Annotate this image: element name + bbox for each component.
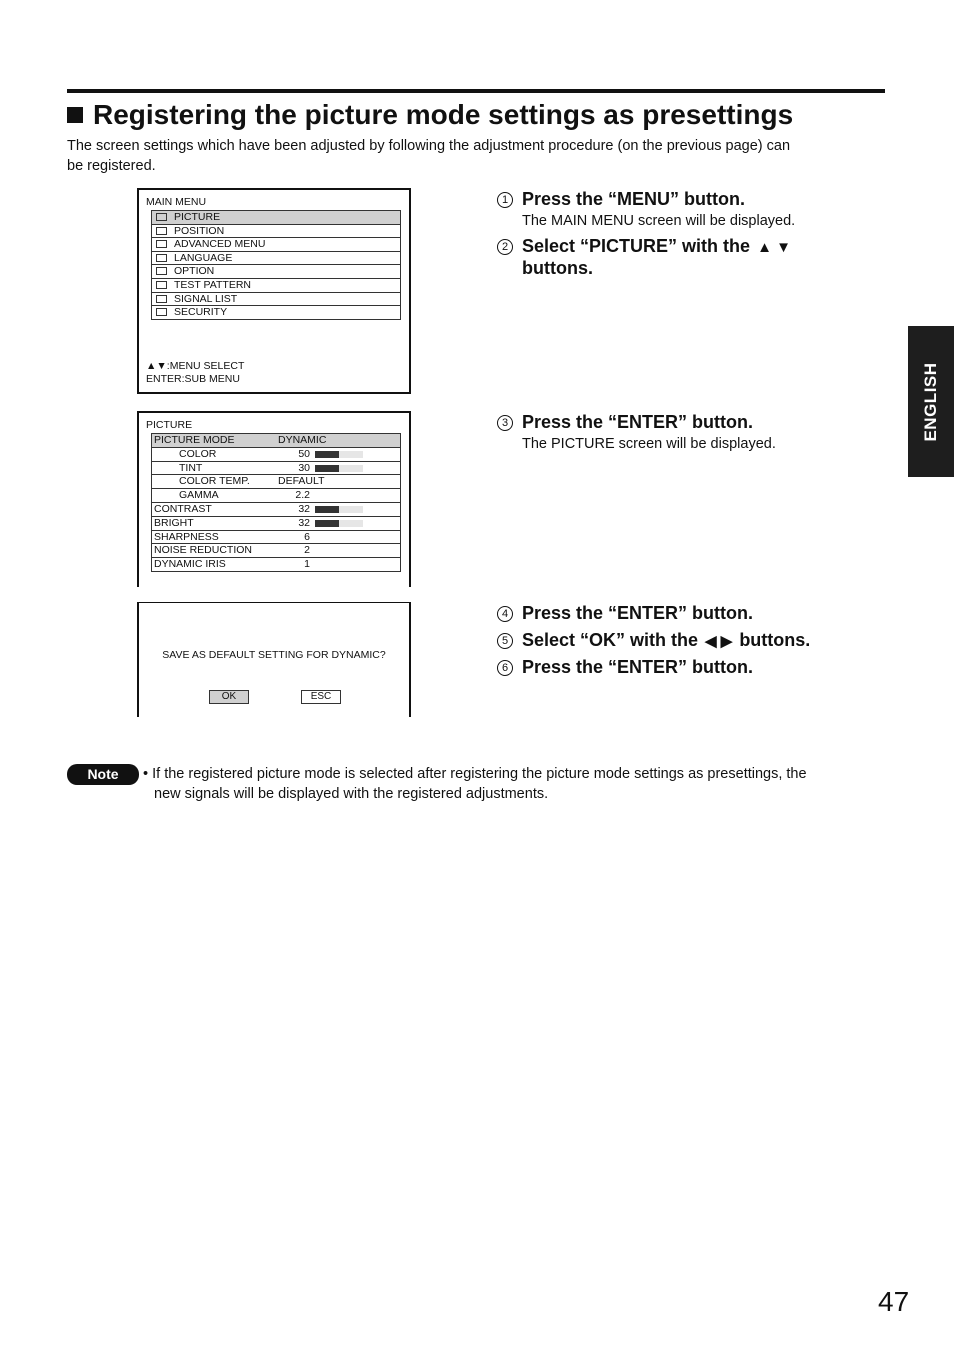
step-2-cont: buttons. bbox=[522, 258, 593, 278]
note-badge: Note bbox=[67, 764, 139, 785]
square-bullet-icon bbox=[67, 107, 83, 123]
step-number: 5 bbox=[497, 633, 513, 649]
setting-row-tint[interactable]: TINT 30 bbox=[152, 462, 400, 476]
signal-list-icon bbox=[156, 295, 167, 303]
dialog-question: SAVE AS DEFAULT SETTING FOR DYNAMIC? bbox=[162, 649, 386, 661]
main-menu-title: MAIN MENU bbox=[146, 196, 207, 208]
step-2: 2 Select “PICTURE” with the ▲ ▼ bbox=[497, 235, 793, 259]
setting-row-noise-reduction[interactable]: NOISE REDUCTION 2 bbox=[152, 544, 400, 558]
step-3: 3 Press the “ENTER” button. bbox=[497, 411, 753, 433]
picture-menu-screen bbox=[137, 411, 411, 587]
menu-item-signal-list[interactable]: SIGNAL LIST bbox=[152, 293, 400, 307]
step-number: 6 bbox=[497, 660, 513, 676]
left-right-arrows-icon: ◀ ▶ bbox=[705, 633, 733, 650]
main-menu-list bbox=[151, 210, 401, 320]
color-level-bar[interactable] bbox=[315, 451, 363, 458]
step-6: 6 Press the “ENTER” button. bbox=[497, 656, 753, 678]
test-pattern-icon bbox=[156, 281, 167, 289]
language-icon bbox=[156, 254, 167, 262]
esc-button[interactable]: ESC bbox=[301, 690, 341, 704]
top-rule bbox=[67, 89, 885, 93]
picture-menu-title: PICTURE bbox=[146, 419, 193, 431]
advanced-menu-icon bbox=[156, 240, 167, 248]
page-number: 47 bbox=[878, 1286, 910, 1317]
option-icon bbox=[156, 267, 167, 275]
position-icon bbox=[156, 227, 167, 235]
picture-settings-list bbox=[151, 433, 401, 572]
menu-item-picture[interactable]: PICTURE bbox=[152, 211, 400, 225]
ok-button[interactable]: OK bbox=[209, 690, 249, 704]
setting-row-color[interactable]: COLOR 50 bbox=[152, 448, 400, 462]
up-down-arrows-icon: ▲ ▼ bbox=[757, 239, 791, 256]
setting-row-color-temp[interactable]: COLOR TEMP. DEFAULT bbox=[152, 475, 400, 489]
setting-row-sharpness[interactable]: SHARPNESS 6 bbox=[152, 531, 400, 545]
setting-row-contrast[interactable]: CONTRAST 32 bbox=[152, 503, 400, 517]
main-menu-screen bbox=[137, 188, 411, 394]
menu-item-position[interactable]: POSITION bbox=[152, 225, 400, 239]
menu-item-language[interactable]: LANGUAGE bbox=[152, 252, 400, 266]
step-number: 4 bbox=[497, 606, 513, 622]
picture-icon bbox=[156, 213, 167, 221]
step-5: 5 Select “OK” with the ◀ ▶ buttons. bbox=[497, 629, 810, 653]
language-tab: ENGLISH bbox=[908, 326, 954, 477]
menu-item-security[interactable]: SECURITY bbox=[152, 306, 400, 319]
tint-level-bar[interactable] bbox=[315, 465, 363, 472]
step-number: 2 bbox=[497, 239, 513, 255]
step-4: 4 Press the “ENTER” button. bbox=[497, 602, 753, 624]
setting-row-bright[interactable]: BRIGHT 32 bbox=[152, 517, 400, 531]
contrast-level-bar[interactable] bbox=[315, 506, 363, 513]
setting-row-picture-mode[interactable]: PICTURE MODE DYNAMIC bbox=[152, 434, 400, 448]
save-default-dialog bbox=[137, 602, 411, 717]
bright-level-bar[interactable] bbox=[315, 520, 363, 527]
step-number: 3 bbox=[497, 415, 513, 431]
step-1: 1 Press the “MENU” button. bbox=[497, 188, 745, 210]
menu-item-advanced-menu[interactable]: ADVANCED MENU bbox=[152, 238, 400, 252]
setting-row-gamma[interactable]: GAMMA 2.2 bbox=[152, 489, 400, 503]
security-icon bbox=[156, 308, 167, 316]
page-heading: Registering the picture mode settings as presettings bbox=[67, 96, 885, 134]
step-number: 1 bbox=[497, 192, 513, 208]
intro-paragraph: The screen settings which have been adjusted by following the adjustment procedure (on the previous page) can be registered. bbox=[67, 138, 791, 174]
step-1-detail: The MAIN MENU screen will be displayed. bbox=[522, 213, 796, 229]
setting-row-dynamic-iris[interactable]: DYNAMIC IRIS 1 bbox=[154, 558, 310, 571]
menu-item-test-pattern[interactable]: TEST PATTERN bbox=[152, 279, 400, 293]
step-3-detail: The PICTURE screen will be displayed. bbox=[522, 436, 776, 452]
main-menu-hints: ▲▼:MENU SELECT ENTER:SUB MENU bbox=[146, 360, 245, 385]
menu-item-option[interactable]: OPTION bbox=[152, 265, 400, 279]
note-text: • If the registered picture mode is selected after registering the picture mode settings as presettings, the new signals will be displayed with the registered adjustments. bbox=[143, 766, 807, 802]
